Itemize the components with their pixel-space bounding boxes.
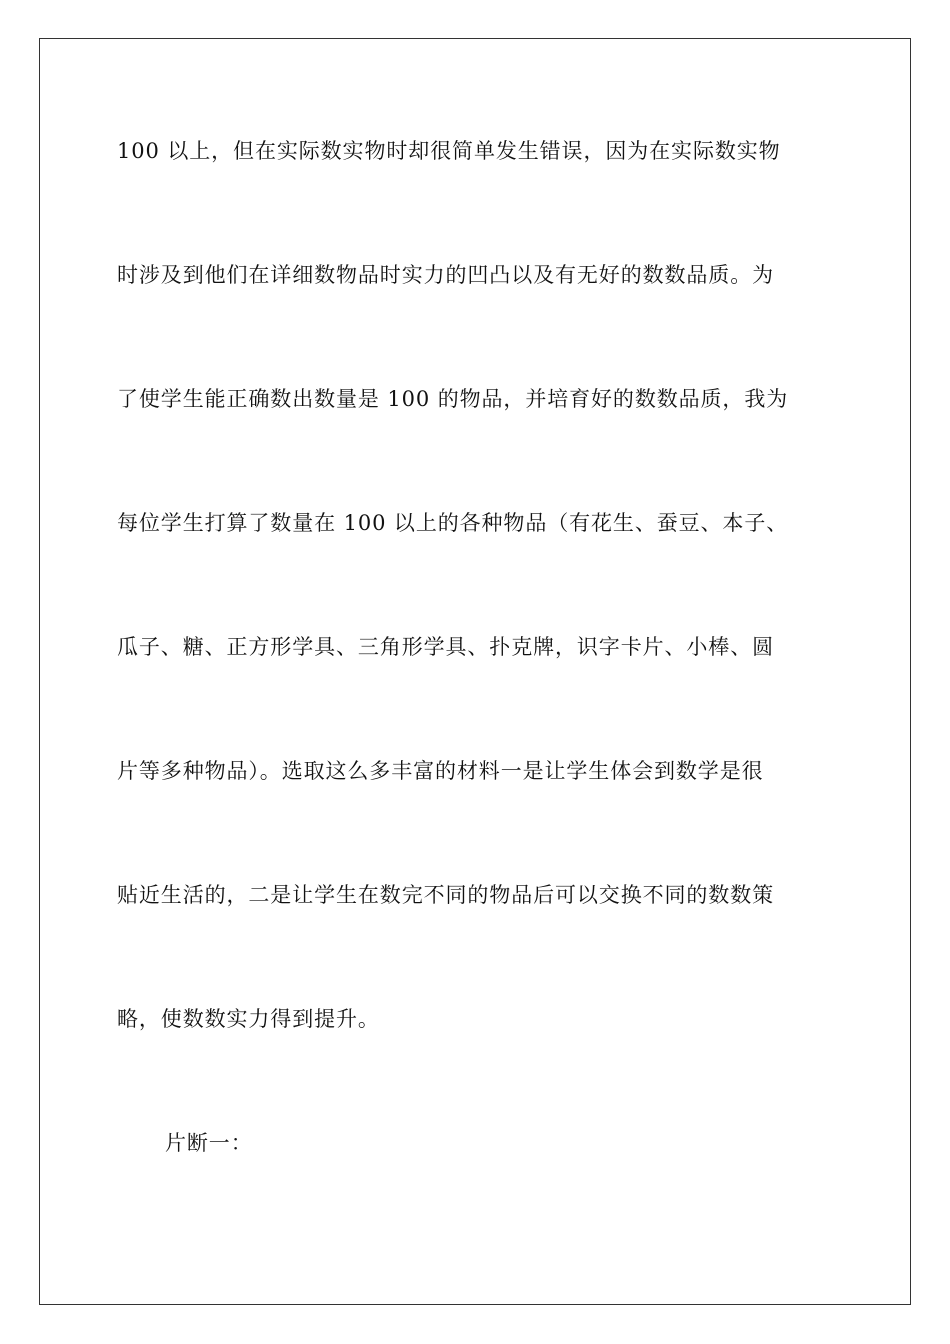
paragraph-line-3: 了使学生能正确数出数量是 100 的物品，并培育好的数数品质，我为	[117, 387, 789, 411]
paragraph-line-6: 片等多种物品）。选取这么多丰富的材料一是让学生体会到数学是很	[117, 759, 764, 783]
page-border	[39, 38, 911, 1305]
paragraph-line-5: 瓜子、糖、正方形学具、三角形学具、扑克牌，识字卡片、小棒、圆	[117, 635, 774, 659]
paragraph-line-8: 略，使数数实力得到提升。	[117, 1007, 380, 1031]
paragraph-line-2: 时涉及到他们在详细数物品时实力的凹凸以及有无好的数数品质。为	[117, 263, 774, 287]
paragraph-line-1: 100 以上，但在实际数实物时却很简单发生错误，因为在实际数实物	[117, 139, 781, 163]
paragraph-line-7: 贴近生活的，二是让学生在数完不同的物品后可以交换不同的数数策	[117, 883, 774, 907]
paragraph-line-4: 每位学生打算了数量在 100 以上的各种物品（有花生、蚕豆、本子、	[117, 511, 789, 535]
section-heading: 片断一：	[165, 1131, 253, 1155]
